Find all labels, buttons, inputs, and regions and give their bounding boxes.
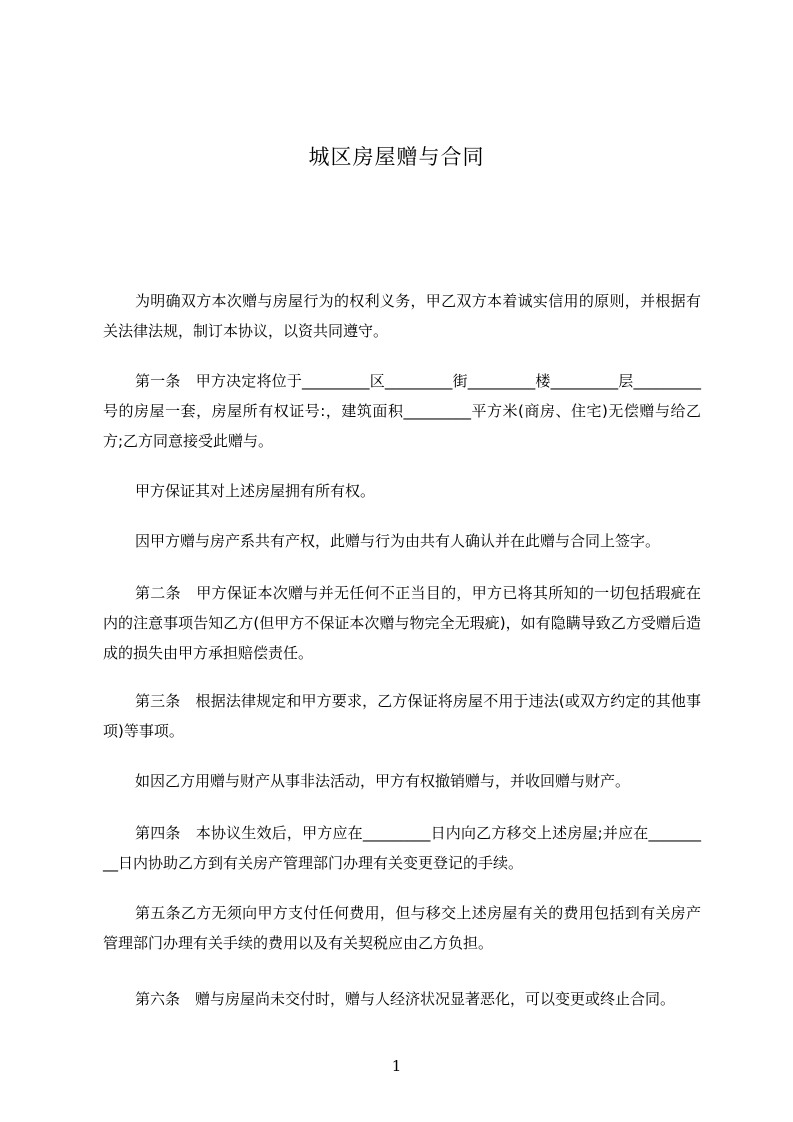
paragraph-joint-ownership: 因甲方赠与房产系共有产权，此赠与行为由共有人确认并在此赠与合同上签字。 <box>135 532 661 550</box>
paragraph-ownership-guarantee: 甲方保证其对上述房屋拥有所有权。 <box>135 482 376 500</box>
paragraph-article-4: 第四条 本协议生效后，甲方应在_________日内向乙方移交上述房屋;并应在_________日内协助乙方到有关房产管理部门办理有关变更登记的手续。 <box>103 824 701 872</box>
paragraph-preamble: 为明确双方本次赠与房屋行为的权利义务，甲乙双方本着诚实信用的原则，并根据有关法律法规，制订本协议，以资共同遵守。 <box>103 292 701 340</box>
paragraph-article-6: 第六条 赠与房屋尚未交付时，赠与人经济状况显著恶化，可以变更或终止合同。 <box>135 990 676 1008</box>
paragraph-article-1: 第一条 甲方决定将位于_________区_________街_________楼_________层_________号的房屋一套，房屋所有权证号:，建筑面积_________平方米(商房、住宅)无偿赠与给乙方;乙方同意接受此赠与。 <box>103 372 701 450</box>
paragraph-article-2: 第二条 甲方保证本次赠与并无任何不正当目的，甲方已将其所知的一切包括瑕疵在内的注意事项告知乙方(但甲方不保证本次赠与物完全无瑕疵)，如有隐瞒导致乙方受赠后造成的损失由甲方承担赔偿责任。 <box>103 584 701 662</box>
paragraph-article-5: 第五条乙方无须向甲方支付任何费用，但与移交上述房屋有关的费用包括到有关房产管理部门办理有关手续的费用以及有关契税应由乙方负担。 <box>103 904 701 952</box>
page-number: 1 <box>391 1057 402 1075</box>
document-title: 城区房屋赠与合同 <box>308 145 485 169</box>
paragraph-revocation: 如因乙方用赠与财产从事非法活动，甲方有权撤销赠与，并收回赠与财产。 <box>135 772 631 790</box>
paragraph-article-3: 第三条 根据法律规定和甲方要求，乙方保证将房屋不用于违法(或双方约定的其他事项)等事项。 <box>103 692 701 740</box>
